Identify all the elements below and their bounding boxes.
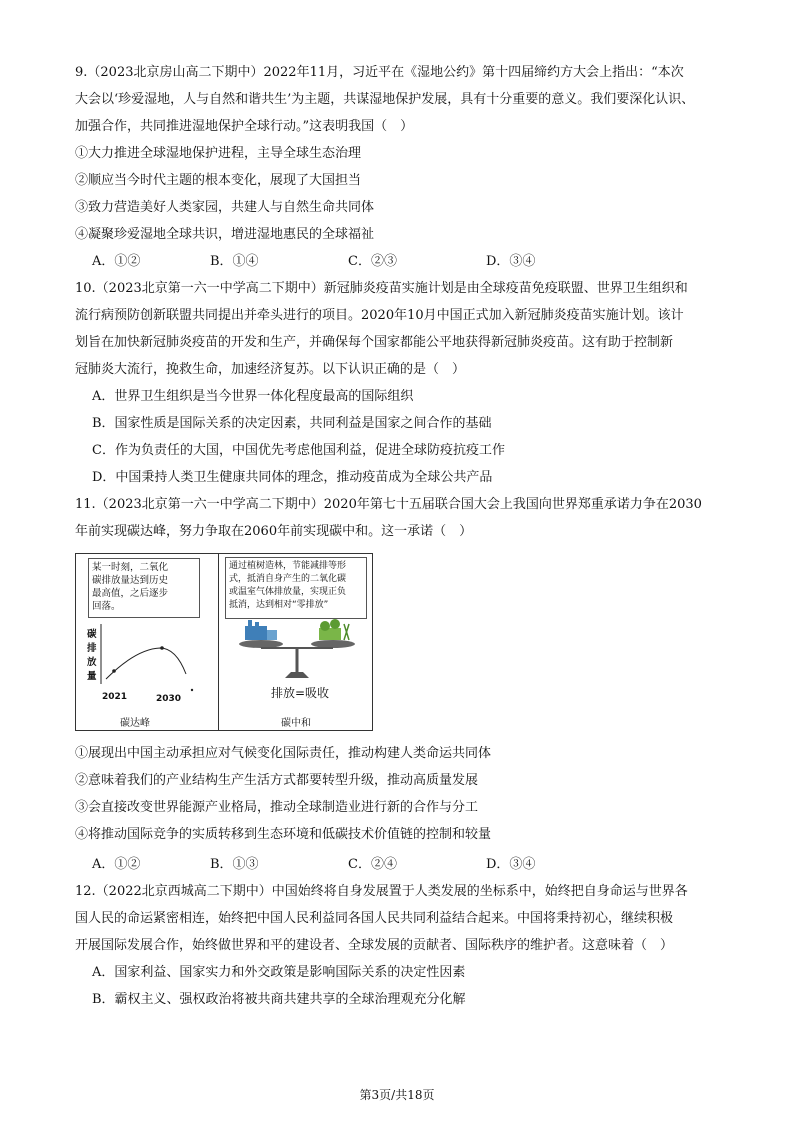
peak-curve-chart: [76, 554, 218, 730]
scale-icon: [239, 640, 355, 678]
q9-stem-line-3: 加强合作，共同推进湿地保护全球行动。”这表明我国（ ）: [75, 119, 414, 134]
q9-item-3: ③致力营造美好人类家园，共建人与自然生命共同体: [75, 200, 375, 215]
q9-item-4: ④凝聚珍爱湿地全球共识，增进湿地惠民的全球福祉: [75, 227, 375, 242]
q9-stem-line-1: 9.（2023北京房山高二下期中）2022年11月，习近平在《湿地公约》第十四届缔约方大会上指出：“本次: [75, 65, 684, 80]
neutral-text-3: 或温室气体排放量，实现正负: [229, 587, 347, 597]
q10-option-c: C．作为负责任的大国，中国优先考虑他国利益，促进全球防疫抗疫工作: [92, 443, 505, 458]
peak-text-3: 最高值，之后逐步: [92, 588, 169, 599]
y-label-3: 放: [87, 657, 97, 668]
carbon-neutral-caption: 碳中和: [281, 718, 311, 729]
q10-stem-line-2: 流行病预防创新联盟共同提出并牵头进行的项目。2020年10月中国正式加入新冠肺炎疫苗实施计划。该计: [75, 308, 684, 323]
q9-option-c: C．②③: [348, 254, 397, 269]
q11-item-2: ②意味着我们的产业结构生产生活方式都要转型升级，推动高质量发展: [75, 773, 479, 788]
peak-text-1: 某一时刻，二氧化: [92, 562, 169, 573]
q10-stem-line-3: 划旨在加快新冠肺炎疫苗的开发和生产，并确保每个国家都能公平地获得新冠肺炎疫苗。这有助于控制新: [75, 335, 674, 350]
y-label-4: 量: [87, 671, 97, 682]
q9-option-b: B．①④: [210, 254, 259, 269]
peak-curve: [106, 648, 186, 679]
factory-icon: [245, 620, 277, 640]
q10-option-d: D．中国秉持人类卫生健康共同体的理念，推动疫苗成为全球公共产品: [92, 470, 493, 485]
q11-item-3: ③会直接改变世界能源产业格局，推动全球制造业进行新的合作与分工: [75, 800, 479, 815]
q9-option-d: D．③④: [486, 254, 536, 269]
x-tick-2021: 2021: [102, 692, 128, 702]
page-footer: 第3页/共18页: [359, 1088, 435, 1102]
q12-stem-line-2: 国人民的命运紧密相连，始终把中国人民利益同各国人民共同利益结合起来。中国将秉持初心，继续积极: [75, 911, 674, 926]
point-2021: [112, 669, 116, 673]
q9-option-a: A．①②: [92, 254, 141, 269]
q9-item-1: ①大力推进全球湿地保护进程，主导全球生态治理: [75, 146, 362, 161]
axis-end-dot: [191, 689, 193, 691]
q11-option-d: D．③④: [486, 857, 536, 872]
peak-text-4: 回落。: [92, 601, 121, 612]
peak-text-2: 碳排放量达到历史: [92, 575, 169, 586]
q10-stem-line-4: 冠肺炎大流行，挽救生命，加速经济复苏。以下认识正确的是（ ）: [75, 362, 466, 377]
carbon-neutral-panel: [219, 554, 372, 730]
q10-option-b: B．国家性质是国际关系的决定因素，共同利益是国家之间合作的基础: [92, 416, 492, 431]
q11-option-b: B．①③: [210, 857, 259, 872]
neutral-text-2: 式，抵消自身产生的二氧化碳: [229, 574, 347, 584]
neutral-text-1: 通过植树造林，节能减排等形: [229, 561, 347, 571]
x-tick-2030: 2030: [156, 694, 182, 704]
carbon-peak-caption: 碳达峰: [120, 718, 150, 729]
neutral-text-4: 抵消，达到相对“零排放”: [229, 600, 329, 610]
balance-scale-illustration: [219, 554, 371, 730]
carbon-peak-panel: [76, 554, 219, 730]
q11-item-4: ④将推动国际竞争的实质转移到生态环境和低碳技术价值链的控制和较量: [75, 827, 492, 842]
q9-stem-line-2: 大会以‘珍爱湿地，人与自然和谐共生’为主题，共谋湿地保护发展，具有十分重要的意义。我们要深化认识、: [75, 92, 695, 107]
carbon-figure: [75, 553, 373, 731]
q12-stem-line-3: 开展国际发展合作，始终做世界和平的建设者、全球发展的贡献者、国际秩序的维护者。这意味着（ ）: [75, 938, 674, 953]
balance-label: 排放=吸收: [271, 686, 330, 700]
q12-option-b: B．霸权主义、强权政治将被共商共建共享的全球治理观充分化解: [92, 992, 466, 1007]
q12-stem-line-1: 12.（2022北京西城高二下期中）中国始终将自身发展置于人类发展的坐标系中，始终把自身命运与世界各: [75, 884, 688, 899]
q11-item-1: ①展现出中国主动承担应对气候变化国际责任，推动构建人类命运共同体: [75, 746, 492, 761]
q9-item-2: ②顺应当今时代主题的根本变化，展现了大国担当: [75, 173, 362, 188]
point-2030: [160, 646, 164, 650]
y-label-1: 碳: [87, 629, 97, 640]
q11-stem-line-1: 11.（2023北京第一六一中学高二下期中）2020年第七十五届联合国大会上我国向世界郑重承诺力争在2030: [75, 497, 702, 512]
q11-option-a: A．①②: [92, 857, 141, 872]
trees-icon: [319, 619, 349, 640]
q11-stem-line-2: 年前实现碳达峰，努力争取在2060年前实现碳中和。这一承诺（ ）: [75, 524, 473, 539]
q12-option-a: A．国家利益、国家实力和外交政策是影响国际关系的决定性因素: [92, 965, 466, 980]
q11-option-c: C．②④: [348, 857, 397, 872]
q10-stem-line-1: 10.（2023北京第一六一中学高二下期中）新冠肺炎疫苗实施计划是由全球疫苗免疫联盟、世界卫生组织和: [75, 281, 688, 296]
q10-option-a: A．世界卫生组织是当今世界一体化程度最高的国际组织: [92, 389, 414, 404]
y-label-2: 排: [87, 643, 97, 654]
